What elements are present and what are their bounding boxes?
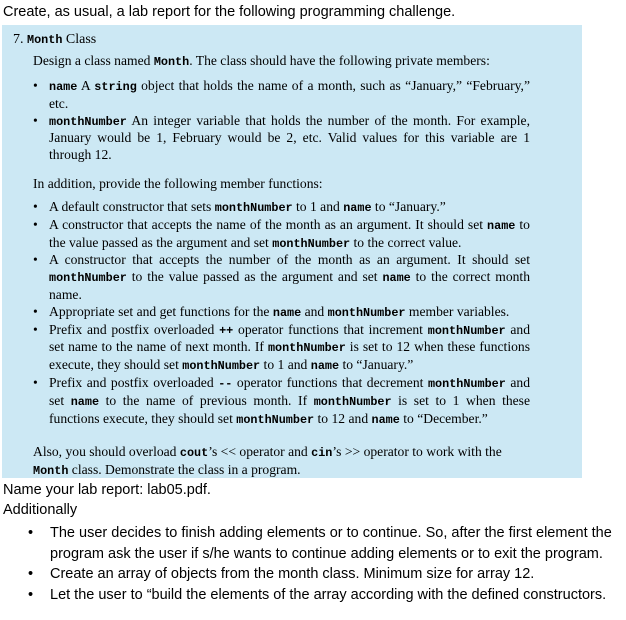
member-item bbox=[33, 78, 530, 113]
functions-intro: In addition, provide the following member functions: bbox=[33, 176, 323, 191]
bullet-icon: • bbox=[33, 199, 38, 214]
bullet-icon: • bbox=[33, 216, 38, 232]
bullet-icon: • bbox=[28, 586, 34, 603]
code-term: monthNumber bbox=[182, 359, 261, 374]
text-run: and bbox=[301, 303, 328, 319]
members-list bbox=[33, 78, 530, 164]
text-run: to 1 and bbox=[260, 357, 311, 373]
text-run: A default constructor that sets bbox=[49, 199, 215, 214]
extra-item bbox=[28, 585, 624, 606]
bullet-icon: • bbox=[28, 525, 34, 541]
member-item bbox=[33, 113, 530, 164]
text-run: A constructor that accepts the name of the month as an argument. It should set bbox=[49, 216, 488, 232]
text-run: to “January.” bbox=[339, 357, 414, 373]
code-term: monthNumber bbox=[327, 305, 406, 320]
challenge-number: 7. bbox=[13, 32, 24, 47]
extra-item-text: Create an array of objects from the month class. Minimum size for array 12. bbox=[50, 566, 535, 582]
text-run: to 1 and bbox=[292, 199, 344, 214]
code-term: Month bbox=[33, 463, 69, 478]
challenge-box bbox=[2, 25, 582, 478]
intro-text: Create, as usual, a lab report for the following programming challenge. bbox=[3, 4, 456, 20]
text-run: Prefix and postfix overloaded bbox=[49, 374, 219, 390]
bullet-icon: • bbox=[33, 303, 38, 319]
extra-requirements-list bbox=[28, 523, 624, 605]
text-run: operator functions that decrement bbox=[232, 374, 428, 390]
text-run: to the name of previous month. If bbox=[99, 392, 314, 408]
function-item bbox=[33, 322, 530, 375]
member-code: string bbox=[94, 80, 137, 94]
text-run: ’s << operator and bbox=[208, 444, 312, 459]
code-term: monthNumber bbox=[236, 412, 315, 427]
code-term: name bbox=[272, 305, 302, 320]
text-run: Also, you should overload bbox=[33, 444, 180, 459]
description-pre: Design a class named bbox=[33, 53, 154, 68]
code-term: monthNumber bbox=[214, 201, 293, 215]
text-run: operator functions that increment bbox=[233, 321, 428, 337]
code-term: name bbox=[70, 394, 100, 409]
code-term: monthNumber bbox=[267, 341, 346, 356]
code-term: cin bbox=[311, 446, 333, 460]
report-name: Name your lab report: lab05.pdf. bbox=[3, 482, 211, 498]
extra-item-text: Let the user to “build the elements of the array according with the defined constructors. bbox=[50, 586, 607, 603]
text-run: to the correct month name. bbox=[49, 269, 530, 302]
text-run: A constructor that accepts the number of the month as an argument. It should set bbox=[49, 252, 530, 268]
code-term: ++ bbox=[219, 323, 234, 338]
code-term: monthNumber bbox=[427, 376, 506, 391]
member-text: An integer variable that holds the number of the month. For example, January would be 1, February would be 2, etc. Valid values for this variable are 1 through 12. bbox=[49, 112, 530, 163]
member-code: monthNumber bbox=[49, 114, 127, 129]
extra-item bbox=[28, 523, 624, 564]
code-term: monthNumber bbox=[427, 323, 506, 338]
member-code: name bbox=[49, 80, 78, 94]
text-run: Appropriate set and get functions for the bbox=[49, 303, 273, 319]
text-run: to “January.” bbox=[371, 199, 446, 214]
description-post: . The class should have the following private members: bbox=[189, 53, 490, 68]
function-item bbox=[33, 252, 530, 303]
challenge-title-word: Class bbox=[65, 32, 97, 47]
text-run: to the value passed as the argument and set bbox=[126, 269, 383, 285]
challenge-heading bbox=[13, 32, 96, 49]
member-text: object that holds the name of a month, such as “January,” “February,” etc. bbox=[49, 78, 530, 111]
challenge-title-code: Month bbox=[27, 33, 63, 47]
code-term: name bbox=[371, 412, 400, 427]
member-text: A bbox=[77, 78, 95, 93]
code-term: name bbox=[343, 201, 372, 215]
text-run: to 12 and bbox=[314, 410, 372, 426]
bullet-icon: • bbox=[28, 566, 34, 582]
code-term: -- bbox=[218, 376, 233, 391]
bullet-icon: • bbox=[33, 321, 38, 337]
code-term: name bbox=[310, 359, 340, 374]
closing-text bbox=[33, 444, 530, 480]
code-term: monthNumber bbox=[272, 236, 351, 251]
extra-item-text: The user decides to finish adding elements or to continue. So, after the first element the program ask the user if s/he wants to continue adding elements or to exit the program. bbox=[50, 525, 612, 562]
text-run: member variables. bbox=[405, 303, 510, 319]
text-run: Prefix and postfix overloaded bbox=[49, 321, 220, 337]
bullet-icon: • bbox=[33, 374, 38, 390]
function-item bbox=[33, 217, 530, 253]
text-run: to the correct value. bbox=[350, 234, 462, 250]
text-run: to the value passed as the argument and set bbox=[49, 216, 530, 250]
code-term: name bbox=[382, 271, 411, 286]
text-run: and set bbox=[49, 374, 530, 408]
description-code: Month bbox=[153, 55, 190, 69]
function-item bbox=[33, 304, 530, 322]
bullet-icon: • bbox=[33, 78, 38, 93]
function-item bbox=[33, 375, 530, 428]
text-run: and set name to the name of next month. If bbox=[49, 321, 531, 355]
code-term: cout bbox=[179, 446, 209, 460]
code-term: monthNumber bbox=[49, 271, 127, 286]
bullet-icon: • bbox=[33, 112, 38, 128]
code-term: monthNumber bbox=[313, 394, 392, 409]
additionally-heading: Additionally bbox=[3, 502, 78, 518]
bullet-icon: • bbox=[33, 252, 38, 268]
text-run: ’s >> operator to work with the bbox=[332, 444, 502, 459]
text-run: class. Demonstrate the class in a program. bbox=[68, 461, 301, 477]
functions-list bbox=[33, 199, 530, 428]
text-run: is set to 12 when these functions execute, they should set bbox=[49, 339, 530, 373]
code-term: name bbox=[487, 218, 516, 233]
function-item bbox=[33, 199, 530, 217]
text-run: is set to 1 when these functions execute, they should set bbox=[49, 392, 531, 426]
challenge-description bbox=[33, 53, 530, 71]
extra-item bbox=[28, 564, 624, 585]
text-run: to “December.” bbox=[399, 410, 488, 426]
